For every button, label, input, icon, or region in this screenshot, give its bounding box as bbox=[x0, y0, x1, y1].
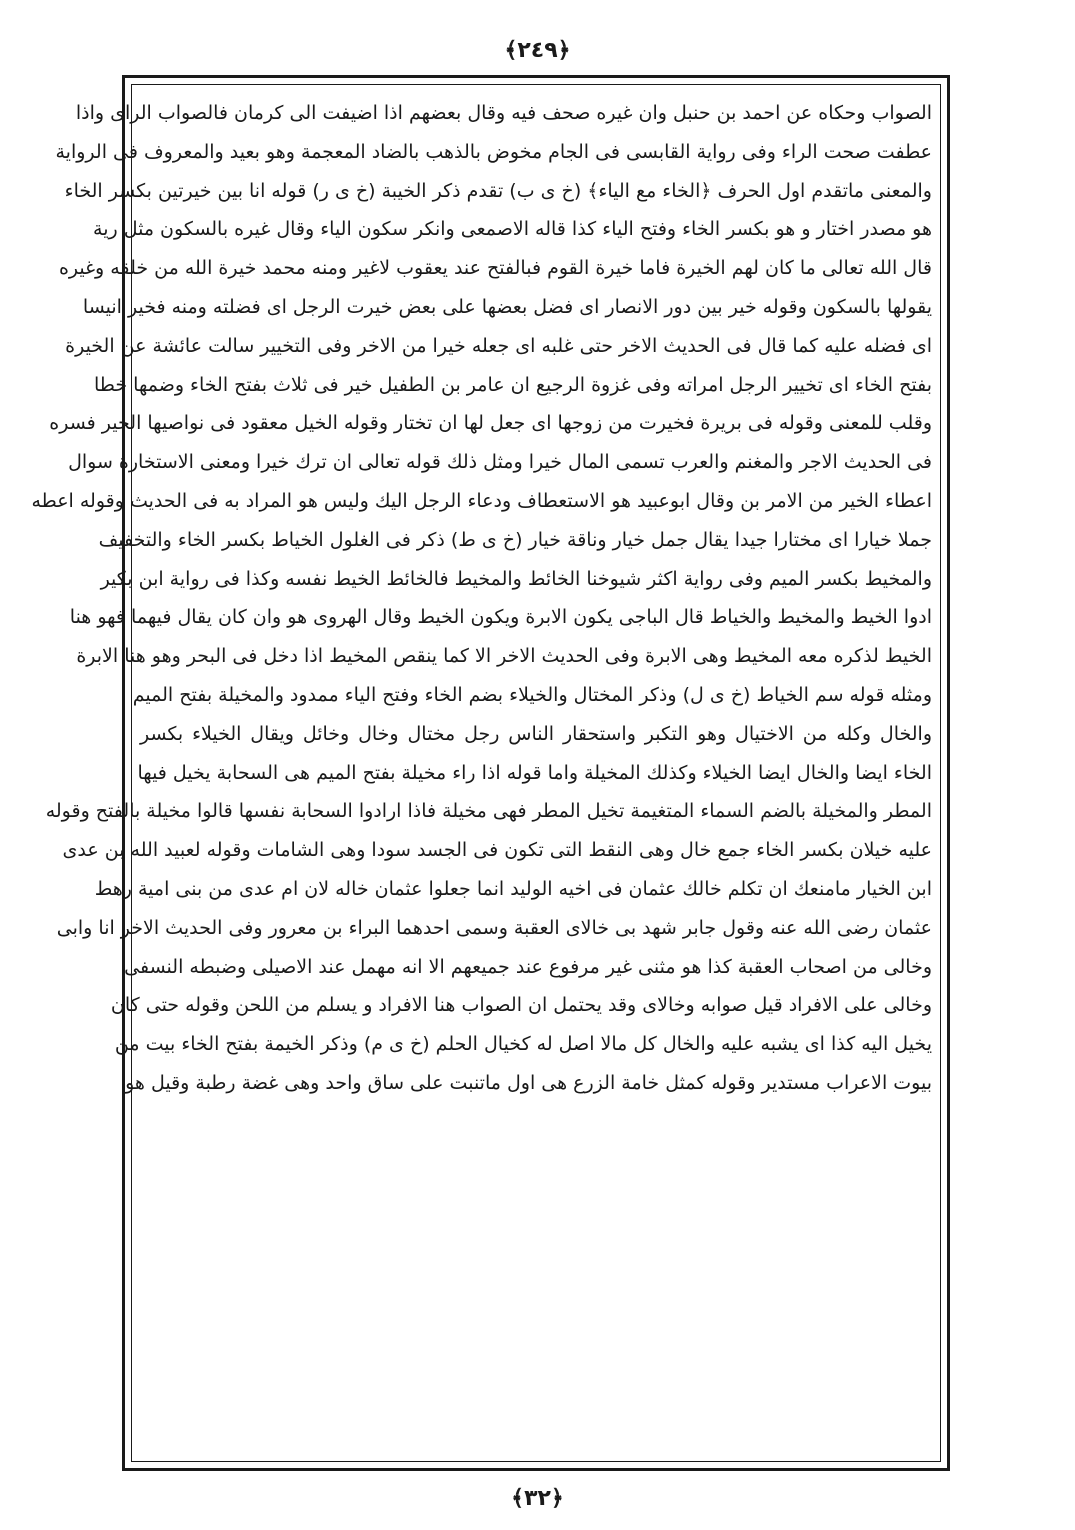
text-line: عليه خيلان بكسر الخاء جمع خال وهى النقط التى تكون فى الجسد سودا وهى الشامات وقوله لعبيد الله بن عدى bbox=[62, 839, 932, 862]
text-line: قال الله تعالى ما كان لهم الخيرة فاما خيرة القوم فبالفتح عند يعقوب لاغير ومنه محمد خيرة الله من خلقه وغيره bbox=[58, 257, 932, 280]
text-line: بيوت الاعراب مستدير وقوله كمثل خامة الزرع هى اول ماتنبت على ساق واحد وهى غضة رطبة وقيل هو bbox=[125, 1071, 932, 1094]
text-line: والمخيط بكسر الميم وفى رواية اكثر شيوخنا الخائط والمخيط فالخائط الخيط نفسه وكذا فى رواية ابن بكير bbox=[100, 567, 932, 590]
text-line: ابن الخيار مامنعك ان تكلم خالك عثمان فى اخيه الوليد انما جعلوا عثمان خاله لان ام عدى من بنى امية رهط bbox=[94, 877, 932, 900]
text-line: اى فضله عليه كما قال فى الحديث الاخر حتى غلبه اى جعله خيرا من الاخر وفى التخيير سالت عائشة عن الخيرة bbox=[65, 334, 932, 357]
text-line: والمعنى ماتقدم اول الحرف ﴿الخاء مع الياء﴾ (خ ى ب) تقدم ذكر الخيبة (خ ى ر) قوله انا بين خيرتين بكسر الخاء bbox=[64, 179, 932, 202]
text-line: بفتح الخاء اى تخيير الرجل امراته وفى غزوة الرجيع ان عامر بن الطفيل خير فى ثلاث بفتح الخاء وضمها خطا bbox=[94, 373, 932, 396]
text-line: وقلب للمعنى وقوله فى بريرة فخيرت من زوجها اى جعل لها ان تختار وقوله الخيل معقود فى نواصيها الخير فسره bbox=[49, 412, 932, 435]
text-body bbox=[31, 94, 932, 1454]
text-line: عثمان رضى الله عنه وقول جابر شهد بى خالاى العقبة وسمى احدهما البراء بن معرور وفى الحديث الاخر انا وابى bbox=[56, 916, 932, 939]
text-line: اعطاء الخير من الامر بن وقال ابوعبيد هو الاستعطاف ودعاء الرجل اليك وليس هو المراد به فى الحديث وقوله اعطه bbox=[31, 489, 932, 512]
signature-number: ﴿٣٢﴾ bbox=[511, 1486, 564, 1511]
text-line: الصواب وحكاه عن احمد بن حنبل وان غيره صحف فيه وقال بعضهم اذا اضيفت الى كرمان فالصواب الراى واذا bbox=[75, 102, 932, 124]
text-line: ادوا الخيط والمخيط والخياط قال الباجى يكون الابرة ويكون الخيط وقال الهروى هو وان كان يقال فيهما فهو هنا bbox=[69, 606, 932, 629]
text-line: والخال وكله من الاختيال وهو التكبر واستحقار الناس رجل مختال وخال وخائل ويقال الخيلاء بكسر bbox=[140, 722, 932, 745]
text-line: جملا خيارا اى مختارا جيدا يقال جمل خيار وناقة خيار (خ ى ط) ذكر فى الغلول الخياط بكسر الخاء والتخفيف bbox=[98, 528, 932, 551]
page-number: ﴿٢٤٩﴾ bbox=[504, 38, 571, 63]
text-line: هو مصدر اختار و هو بكسر الخاء وفتح الياء كذا قاله الاصمعى وانكر سكون الياء وقال غيره بالسكون مثل رية bbox=[93, 218, 932, 241]
text-line: الخاء ايضا والخال ايضا الخيلاء وكذلك المخيلة واما قوله اذا راء مخيلة بفتح الميم هى السحابة يخيل فيها bbox=[137, 761, 932, 784]
text-line: المطر والمخيلة بالضم السماء المتغيمة تخيل المطر فهى مخيلة فاذا ارادوا السحابة نفسها قالوا مخيلة بالفتح وقوله bbox=[45, 800, 932, 823]
text-line: وخالى من اصحاب العقبة كذا هو مثنى غير مرفوع عند جميعهم الا انه مهمل عند الاصيلى وضبطه النسفى bbox=[124, 955, 932, 978]
text-line: الخيط لذكره معه المخيط وهى الابرة وفى الحديث الاخر الا كما ينقص المخيط اذا دخل فى البحر وهو هنا الابرة bbox=[76, 645, 932, 668]
text-line: فى الحديث الاجر والمغنم والعرب تسمى المال خيرا ومثل ذلك قوله تعالى ان ترك خيرا ومعنى الاستخارة سوال bbox=[68, 451, 932, 474]
text-line: ومثله قوله سم الخياط (خ ى ل) وذكر المختال والخيلاء بضم الخاء وفتح الياء ممدود والمخيلة بفتح الميم bbox=[132, 683, 932, 706]
text-line: يخيل اليه كذا اى يشبه عليه والخال كل مالا اصل له كخيال الحلم (خ ى م) وذكر الخيمة بفتح الخاء بيت من bbox=[114, 1033, 932, 1056]
text-line: يقولها بالسكون وقوله خير بين دور الانصار اى فضل بعضها على بعض خيرت الرجل اى فضلته ومنه فخير انيسا bbox=[82, 295, 932, 318]
text-line: عطفت صحت الراء وفى رواية القابسى فى الجام مخوض بالذهب بالضاد المعجمة وهو بعيد والمعروف فى الرواية bbox=[55, 140, 932, 163]
text-line: وخالى على الافراد قيل صوابه وخالاى وقد يحتمل ان الصواب هنا الافراد و يسلم من اللحن وقوله حتى كان bbox=[110, 994, 932, 1017]
